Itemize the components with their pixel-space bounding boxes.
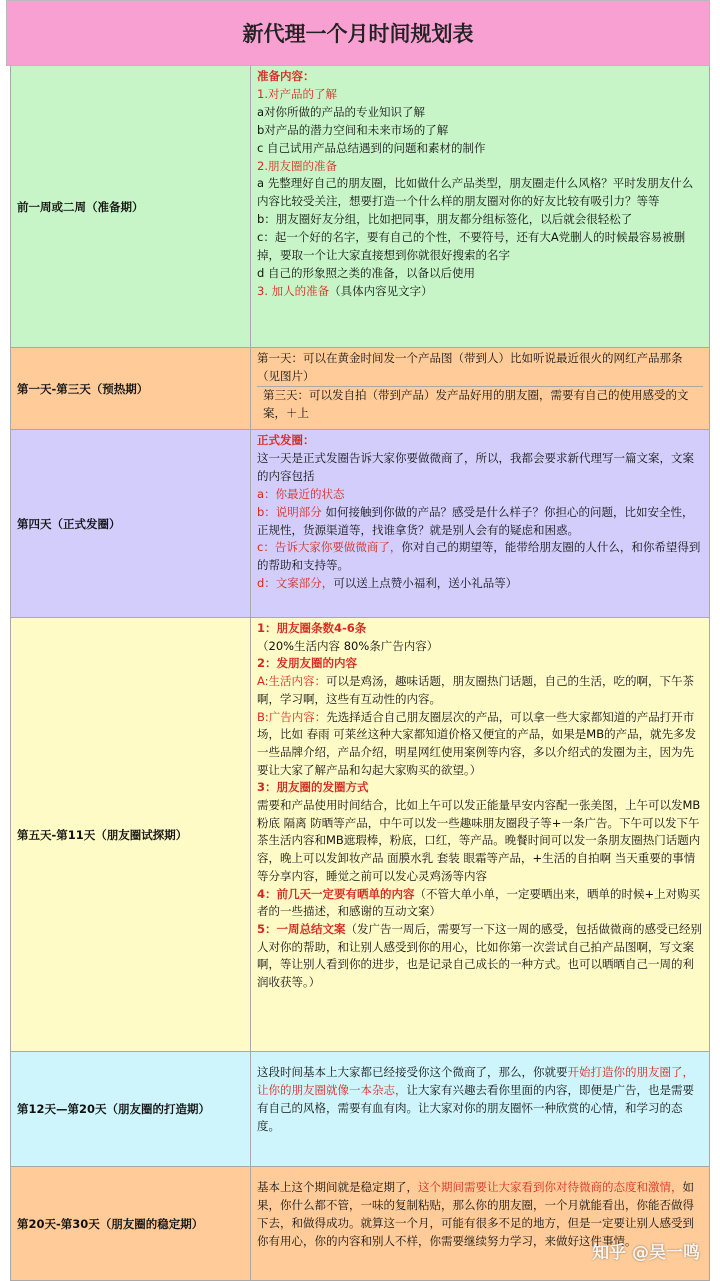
- subheading: 1.对产品的了解: [257, 86, 337, 101]
- text: （发广告一周后，需要写一下这一周的感受，包括做微商的感受已经别人对你的帮助，和让别人感受到你的用心，比如你第一次尝试自己拍产品图啊，写文案啊，等让别人看到你的进步，也是记录自己成长的一种方式。也可以晒晒自己一周的利润收获等。）: [257, 921, 703, 990]
- subheading: a：你最近的状态: [257, 486, 345, 501]
- text-line: 需要和产品使用时间结合，比如上午可以发正能量早安内容配一张美图，上午可以发MB粉底 隔离 防晒等产品，中午可以发一些趣味朋友圈段子等+一条广告。下午可以发下午茶生活内容和MB遮瑕棒，粉底，口红，等产品。晚餐时间可以发一条朋友圈热门话题内容，晚上可以发卸妆产品 面膜水乳 套装 眼霜等产品，+生活的自拍啊 当天重要的事情等分享内容，睡觉之前可以发心灵鸡汤等内容: [257, 798, 701, 883]
- row-label: 第五天-第11天（朋友圈试探期）: [11, 618, 251, 1051]
- text: 如何接触到你做的产品？感受是什么样子？你担心的问题，比如安全性，正规性，货源渠道等，找谁拿货？就是别人会有的疑虑和困惑。: [257, 504, 694, 537]
- text: 样，你需要继续努力学习，来做好这件事情。: [406, 1233, 637, 1248]
- subheading: b：说明部分: [257, 504, 322, 519]
- text-line: d 自己的形象照之类的准备，以备以后使用: [257, 265, 475, 280]
- text-line: a对你所做的产品的专业知识了解: [257, 104, 426, 119]
- subheading: 2.朋友圈的准备: [257, 158, 337, 173]
- text-line: [257, 539, 703, 575]
- subheading: 3. 加人的准备: [257, 283, 330, 298]
- section-heading: 2：发朋友圈的内容: [257, 656, 358, 671]
- text: 让大家有兴趣去看你里面的内容，即便是广告，也是需要有自己的风格，需要有血有肉。让大家对你的朋友圈怀一种欣赏的心情，和学习的态度。: [257, 1082, 694, 1133]
- text-line: 第三天：可以发自拍（带到产品）发产品好用的朋友圈，需要有自己的使用感受的文案，＋上: [257, 386, 703, 423]
- note: （具体内容见文字）: [329, 283, 433, 298]
- text: （不管大单小单，一定要晒出来，晒单的时候+上对购买者的一些描述，和感谢的互动文案）: [257, 886, 701, 919]
- subheading: B:广告内容：: [257, 709, 327, 724]
- row-content: [251, 618, 709, 1051]
- section-heading: 正式发圈：: [257, 433, 315, 447]
- text-line: a 先整理好自己的朋友圈，比如做什么产品类型，朋友圈走什么风格？平时发朋友什么内容比较受关注，想要打造一个什么样的朋友圈对你的好友比较有吸引力？等等: [257, 176, 694, 209]
- row-stable-period: [10, 1167, 710, 1281]
- watermark: 知乎 @吴一鸣: [592, 1243, 700, 1263]
- highlight: 这个期间需要让大家看到你对待微商的态度和激情，: [418, 1180, 683, 1194]
- row-building-period: [10, 1052, 710, 1167]
- row-label: 第四天（正式发圈）: [11, 430, 251, 617]
- text-line: [257, 1064, 703, 1136]
- text: 先选择适合自己朋友圈层次的产品，可以拿一些大家都知道的产品打开市场，比如 春雨 可莱丝这种大家都知道价格又便宜的产品，如果是MB的产品，就先多发一些品牌介绍，产品介绍，明星网红使用案例等内容，多以介绍式的发圈为主，因为先要让大家了解产品和勾起大家购买的欲望。）: [257, 709, 697, 777]
- text: 这段时间基本上大家都已经接受你这个微商了，那么，你就要: [257, 1065, 568, 1079]
- text-line: [257, 921, 703, 992]
- highlight: 开始打造你的朋友圈了，让你的朋友圈就像一本杂志，: [257, 1065, 694, 1097]
- text-line: [257, 673, 703, 708]
- text: 如果，你什么都不管，一味的复制粘贴，那么你的朋友圈，一个月就能看出，你能否做得下去，和做得成功。就算这一个月，可能有很多不足的地方，但是一定要让别人感受到你有用心，你的内容和别人: [257, 1180, 694, 1248]
- text-line: 这一天是正式发圈告诉大家你要做微商了，所以，我都会要求新代理写一篇文案，文案的内容包括: [257, 450, 694, 483]
- text: 基本上这个期间就是稳定期了，: [257, 1180, 418, 1194]
- row-content: [251, 430, 709, 617]
- subheading: d：文案部分，: [257, 576, 334, 591]
- text-line: b：朋友圈好友分组，比如把同事，朋友都分组标签化，以后就会很轻松了: [257, 212, 633, 227]
- row-label: 第一天-第三天（预热期）: [11, 348, 251, 429]
- row-content: [251, 1167, 709, 1280]
- section-heading: 5：一周总结文案: [257, 921, 346, 936]
- text: 可以送上点赞小福利，送小礼品等）: [333, 576, 518, 591]
- text-line: [257, 283, 703, 301]
- row-warmup-period: [10, 348, 710, 430]
- text-line: [257, 504, 703, 540]
- row-content: [251, 348, 709, 429]
- text-line: （20%生活内容 80%条广告内容）: [257, 638, 439, 653]
- row-trial-period: [10, 618, 710, 1052]
- text-line: c 自己试用产品总结遇到的问题和素材的制作: [257, 140, 486, 155]
- text-line: c：起一个好的名字，要有自己的个性，不要符号，还有大A党删人的时候最容易被删掉，要取一个让大家直接想到你就很好搜索的名字: [257, 230, 686, 263]
- row-label: 第20天-第30天（朋友圈的稳定期）: [11, 1167, 251, 1280]
- text-line: [257, 709, 703, 780]
- subheading: c：告诉大家你要做微商了，: [257, 540, 402, 555]
- row-content: [251, 1052, 709, 1166]
- row-label: 第12天—第20天（朋友圈的打造期）: [11, 1052, 251, 1166]
- text: 不: [395, 1233, 407, 1248]
- text-line: [257, 886, 703, 921]
- row-launch-day: [10, 430, 710, 618]
- text-line: b对产品的潜力空间和未来市场的了解: [257, 122, 449, 137]
- text: 你对自己的期望等，能带给朋友圈的人什么，和你希望得到的帮助和支持等。: [257, 540, 701, 573]
- section-heading: 1：朋友圈条数4-6条: [257, 621, 367, 635]
- text-line: [257, 575, 703, 593]
- row-content: [251, 66, 709, 347]
- section-heading: 准备内容：: [257, 69, 315, 83]
- sheet-title: 新代理一个月时间规划表: [6, 0, 710, 66]
- row-prep-period: [10, 66, 710, 348]
- row-label: 前一周或二周（准备期）: [11, 66, 251, 347]
- text-line: 第一天：可以在黄金时间发一个产品图（带到人）比如听说最近很火的网红产品那条（见图片）: [257, 351, 683, 383]
- subheading: A:生活内容：: [257, 674, 327, 689]
- section-heading: 4：前几天一定要有晒单的内容: [257, 886, 415, 901]
- text: 可以是鸡汤，趣味话题，朋友圈热门话题，自己的生活，吃的啊，下午茶啊，学习啊，这些有互动性的内容。: [257, 674, 695, 706]
- section-heading: 3：朋友圈的发圈方式: [257, 780, 369, 795]
